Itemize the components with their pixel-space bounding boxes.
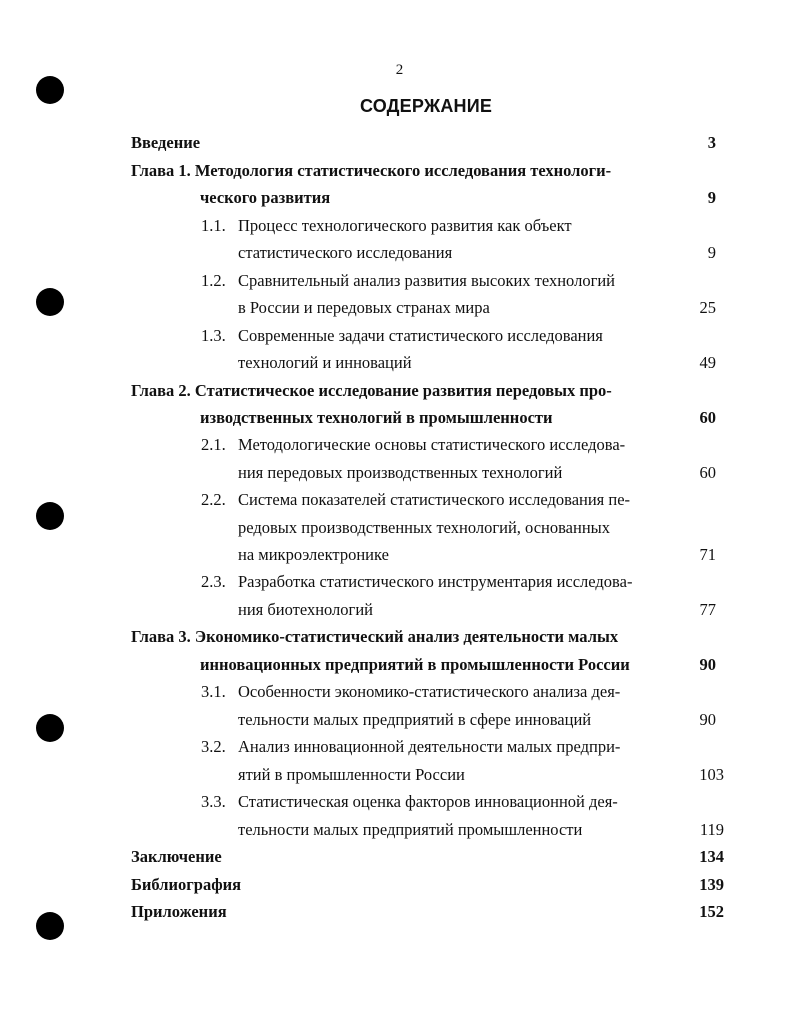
toc-section-number: 3.3. xyxy=(201,792,226,811)
toc-chapter1-title-cont: ческого развития xyxy=(200,188,331,207)
toc-section-title: Методологические основы статистического исследова- xyxy=(238,435,626,454)
toc-section-title-cont: на микроэлектронике xyxy=(238,545,389,564)
binder-hole xyxy=(36,714,64,742)
toc-bibliography-label: Библиография xyxy=(131,875,242,894)
toc-intro-page: 3 xyxy=(707,133,716,152)
toc-section-number: 1.2. xyxy=(201,271,226,290)
toc-section-title: Разработка статистического инструментария исследова- xyxy=(238,572,633,591)
toc-chapter2-page: 60 xyxy=(699,408,716,427)
binder-hole xyxy=(36,912,64,940)
toc-section-number: 3.2. xyxy=(201,737,226,756)
toc-section-number: 1.3. xyxy=(201,326,226,345)
binder-hole xyxy=(36,288,64,316)
toc-chapter2-title-cont: изводственных технологий в промышленности xyxy=(200,408,553,427)
page-title: СОДЕРЖАНИЕ xyxy=(359,96,493,116)
toc-appendices-label: Приложения xyxy=(131,902,227,921)
toc-section-title-cont: ятий в промышленности России xyxy=(238,765,465,784)
page-number: 2 xyxy=(395,62,404,78)
toc-section-page: 103 xyxy=(699,765,724,784)
toc-section-title-cont: тельности малых предприятий в сфере инноваций xyxy=(238,710,592,729)
toc-chapter3-title: Глава 3. Экономико-статистический анализ деятельности малых xyxy=(131,627,619,646)
toc-bibliography-page: 139 xyxy=(699,875,724,894)
toc-section-number: 2.1. xyxy=(201,435,226,454)
toc-section-title-cont: тельности малых предприятий промышленности xyxy=(238,820,583,839)
binder-hole xyxy=(36,502,64,530)
toc-conclusion-page: 134 xyxy=(699,847,724,866)
toc-section-page: 77 xyxy=(699,600,716,619)
toc-appendices-page: 152 xyxy=(699,902,724,921)
toc-section-title-cont: ния передовых производственных технологий xyxy=(238,463,563,482)
toc-section-page: 49 xyxy=(699,353,716,372)
toc-section-title: Сравнительный анализ развития высоких технологий xyxy=(238,271,616,290)
toc-intro-label: Введение xyxy=(131,133,201,152)
toc-chapter1-title: Глава 1. Методология статистического исследования технологи- xyxy=(131,161,612,180)
toc-section-page: 25 xyxy=(699,298,716,317)
toc-section-title-cont: ния биотехнологий xyxy=(238,600,373,619)
toc-section-title-cont: технологий и инноваций xyxy=(238,353,412,372)
toc-chapter3-title-cont: инновационных предприятий в промышленности России xyxy=(200,655,630,674)
toc-conclusion-label: Заключение xyxy=(131,847,222,866)
toc-section-page: 119 xyxy=(699,820,724,839)
toc-section-number: 1.1. xyxy=(201,216,226,235)
toc-section-title: Процесс технологического развития как объект xyxy=(238,216,572,235)
toc-section-number: 2.2. xyxy=(201,490,226,509)
toc-section-page: 9 xyxy=(707,243,716,262)
toc-chapter2-title: Глава 2. Статистическое исследование развития передовых про- xyxy=(131,381,612,400)
toc-section-title: Особенности экономико-статистического анализа дея- xyxy=(238,682,621,701)
toc-section-page: 60 xyxy=(699,463,716,482)
toc-chapter1-page: 9 xyxy=(707,188,716,207)
toc-section-title: Современные задачи статистического исследования xyxy=(238,326,603,345)
toc-section-title-cont: редовых производственных технологий, основанных xyxy=(238,518,610,537)
toc-section-number: 2.3. xyxy=(201,572,226,591)
toc-section-page: 71 xyxy=(699,545,716,564)
toc-section-title: Анализ инновационной деятельности малых предпри- xyxy=(238,737,621,756)
toc-section-title-cont: в России и передовых странах мира xyxy=(238,298,490,317)
toc-chapter3-page: 90 xyxy=(699,655,716,674)
toc-section-title-cont: статистического исследования xyxy=(238,243,453,262)
toc-section-title: Система показателей статистического исследования пе- xyxy=(238,490,631,509)
toc-section-number: 3.1. xyxy=(201,682,226,701)
toc-section-title: Статистическая оценка факторов инновационной дея- xyxy=(238,792,618,811)
toc-section-page: 90 xyxy=(699,710,716,729)
